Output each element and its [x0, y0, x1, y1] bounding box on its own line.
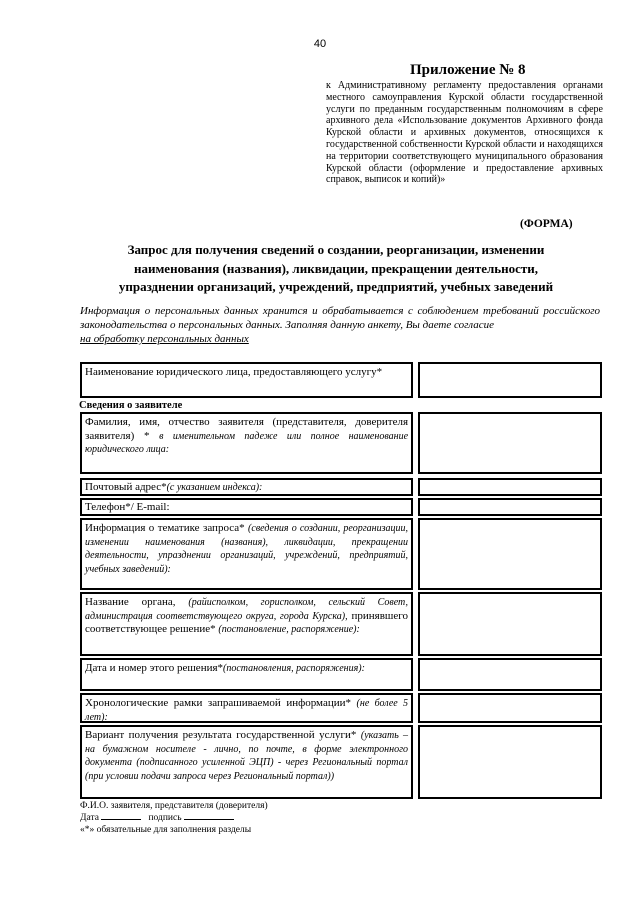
variant-hint: (указать – на бумажном носителе - лично, по почте, в форме электронного документа (подписанного усиленной ЭЦП) - через Региональный портал (при условии подачи запроса через Региональный портал)) [85, 730, 409, 782]
postal-label [80, 478, 413, 496]
postal-field[interactable] [418, 478, 602, 496]
fio-label [80, 412, 413, 474]
appendix-text: к Административному регламенту предоставления органами местного самоуправления Курской области государственной услуги по преданным государственным полномочиям в сфере архивного дела «Использование документов Архивного фонда Курской области и архивных документов, относящихся к государственной собственности Курской области и находящихся на территории соответствующего муниципального образования Курской области (оформление и предоставление архивных справок, выписок и копий)» [326, 80, 603, 186]
appendix-title: Приложение № 8 [410, 62, 526, 78]
fio-field[interactable] [418, 412, 602, 474]
section-applicant: Сведения о заявителе [79, 400, 183, 411]
form-label: (ФОРМА) [520, 218, 573, 230]
organ-main-2: принявшего соответствующее решение* [85, 609, 409, 635]
phone-field[interactable] [418, 498, 602, 516]
notice-consent: на обработку персональных данных [80, 333, 249, 345]
legal-entity-field[interactable] [418, 362, 602, 398]
footer-sign-label: подпись [148, 813, 182, 823]
date-line[interactable] [101, 819, 141, 820]
footer-mandatory-note: «*» обязательные для заполнения разделы [80, 825, 252, 835]
heading-line-3: упразднении организаций, учреждений, предприятий, учебных заведений [118, 279, 554, 294]
footer-date-label: Дата [80, 813, 99, 823]
result-variant-field[interactable] [418, 725, 602, 799]
date-main: Дата и номер этого решения* [85, 662, 224, 674]
legal-entity-label [80, 362, 413, 398]
result-variant-label [80, 725, 413, 799]
phone-label [80, 498, 413, 516]
fio-main: Фамилия, имя, отчество заявителя (представителя, доверителя заявителя) * [85, 416, 408, 442]
topic-field[interactable] [418, 518, 602, 590]
chrono-hint: (не более 5 лет): [85, 698, 408, 723]
topic-label [80, 518, 413, 590]
fio-hint: в именительном падеже или полное наименование юридического лица: [85, 430, 409, 455]
organ-label [80, 592, 413, 656]
request-heading [76, 241, 596, 297]
signature-line[interactable] [184, 819, 234, 820]
heading-line-1: Запрос для получения сведений о создании, реорганизации, изменении [127, 242, 545, 257]
heading-line-2: наименования (названия), ликвидации, прекращении деятельности, [133, 260, 539, 276]
decision-date-field[interactable] [418, 658, 602, 691]
personal-data-notice [80, 304, 600, 346]
footer-fio: Ф.И.О. заявителя, представителя (доверителя) [80, 801, 268, 811]
topic-hint: (сведения о создании, реорганизации, изменении наименования (названия), ликвидации, прекращении деятельности, упразднении организаций, учреждений, предприятий, учебных заведений): [85, 523, 409, 575]
organ-main: Название органа, [85, 596, 176, 608]
decision-date-label [80, 658, 413, 691]
topic-main: Информация о тематике запроса* [85, 522, 245, 534]
chronology-field[interactable] [418, 693, 602, 723]
date-hint: (постановления, распоряжения): [223, 663, 365, 674]
postal-hint: (с указанием индекса): [166, 482, 263, 493]
variant-main: Вариант получения результата государственной услуги* [85, 729, 357, 741]
organ-hint-2: (постановление, распоряжение): [218, 624, 360, 635]
notice-main: Информация о персональных данных хранится и обрабатывается с соблюдением требований российского законодательства о персональных данных. Заполняя данную анкету, Вы даете согласие [80, 305, 600, 331]
organ-hint-1: (райисполком, горисполком, сельский Совет, администрация соответствующего округа, города Курска), [85, 597, 409, 622]
page-number: 40 [313, 38, 327, 50]
footer-date-sign [80, 813, 234, 824]
chrono-main: Хронологические рамки запрашиваемой информации* [85, 697, 351, 709]
postal-main: Почтовый адрес* [85, 481, 167, 493]
organ-field[interactable] [418, 592, 602, 656]
legal-entity-text: Наименование юридического лица, предоставляющего услугу* [85, 366, 383, 378]
chronology-label [80, 693, 413, 723]
phone-text: Телефон*/ E-mail: [85, 501, 170, 513]
